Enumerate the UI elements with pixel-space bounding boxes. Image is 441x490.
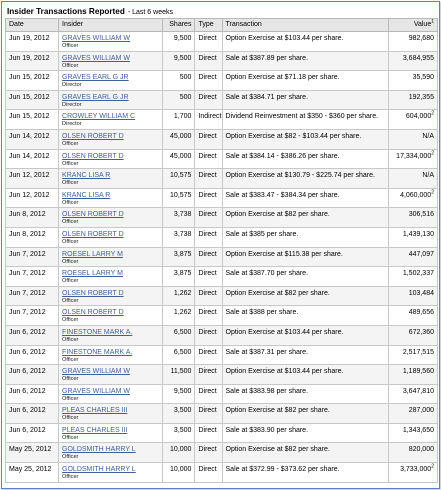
cell-value [389, 32, 438, 52]
cell-type: Direct [195, 423, 222, 443]
table-row [6, 345, 438, 365]
cell-insider [59, 247, 163, 267]
insider-name-link[interactable]: GRAVES WILLIAM W [62, 35, 130, 42]
cell-transaction [222, 404, 389, 424]
header-value-footnote: 1 [431, 18, 434, 25]
table-row [6, 169, 438, 189]
header-value-label: Value [413, 21, 432, 28]
transaction-text: Sale at $384.71 per share. [225, 93, 309, 101]
panel-title: Insider Transactions Reported [7, 7, 125, 16]
cell-transaction [222, 267, 389, 287]
insider-name-link[interactable]: OLSEN ROBERT D [62, 289, 124, 297]
value-text: 103,484 [408, 289, 434, 297]
cell-shares: 45,000 [162, 129, 194, 149]
cell-type: Direct [195, 227, 222, 247]
value-text: 820,000 [408, 446, 434, 454]
cell-shares: 10,000 [162, 443, 194, 463]
cell-insider [59, 286, 163, 306]
cell-type: Direct [195, 247, 222, 267]
cell-date: Jun 15, 2012 [6, 71, 59, 91]
insider-role: Officer [62, 434, 79, 441]
cell-value [389, 306, 438, 326]
cell-value [389, 149, 438, 169]
value-text: 1,343,650 [402, 426, 434, 434]
table-row [6, 110, 438, 130]
insider-name-link[interactable]: OLSEN ROBERT D [62, 152, 124, 160]
cell-type: Direct [195, 169, 222, 189]
cell-type: Direct [195, 463, 222, 483]
value-text: 2,517,515 [402, 348, 434, 356]
cell-shares: 1,262 [162, 286, 194, 306]
insider-name-link[interactable]: GOLDSMITH HARRY L [62, 466, 136, 474]
table-row [6, 325, 438, 345]
cell-type: Direct [195, 345, 222, 365]
header-type: Type [195, 19, 222, 32]
cell-insider [59, 365, 163, 385]
insider-role: Officer [62, 336, 79, 343]
transaction-text: Option Exercise at $103.44 per share. [225, 368, 344, 376]
transaction-text: Option Exercise at $130.79 - $225.74 per share. [225, 172, 375, 180]
insider-role: Officer [62, 454, 79, 461]
value-text: 3,684,955 [402, 54, 434, 62]
insider-name-link[interactable]: ROESEL LARRY M [62, 270, 123, 278]
value-text: N/A [422, 132, 434, 140]
table-row [6, 365, 438, 385]
insider-role: Officer [62, 258, 79, 265]
cell-transaction [222, 247, 389, 267]
value-text: 3,733,000 [400, 466, 432, 474]
cell-date: Jun 15, 2012 [6, 90, 59, 110]
insider-name-link[interactable]: FINESTONE MARK A. [62, 348, 133, 356]
cell-shares: 9,500 [162, 32, 194, 52]
cell-value [389, 404, 438, 424]
value-text: 287,000 [408, 407, 434, 415]
value-footnote: 2 [431, 150, 434, 157]
insider-name-link[interactable]: OLSEN ROBERT D [62, 230, 124, 238]
cell-insider [59, 423, 163, 443]
insider-role: Officer [62, 140, 79, 147]
insider-role: Officer [62, 62, 79, 69]
insider-role: Officer [62, 160, 79, 167]
insider-transactions-panel [1, 1, 440, 489]
insider-role: Officer [62, 297, 79, 304]
transactions-table [5, 18, 438, 483]
cell-transaction [222, 71, 389, 91]
table-row [6, 384, 438, 404]
cell-value [389, 129, 438, 149]
value-footnote: 2 [431, 189, 434, 196]
transaction-text: Sale at $387.70 per share. [225, 270, 309, 278]
cell-type: Direct [195, 404, 222, 424]
insider-name-link[interactable]: CROWLEY WILLIAM C [62, 113, 136, 121]
header-transaction: Transaction [222, 19, 389, 32]
cell-date: Jun 7, 2012 [6, 306, 59, 326]
cell-date: Jun 12, 2012 [6, 188, 59, 208]
cell-type: Direct [195, 90, 222, 110]
table-row [6, 51, 438, 71]
cell-type: Direct [195, 286, 222, 306]
insider-name-link[interactable]: OLSEN ROBERT D [62, 309, 124, 317]
cell-value [389, 169, 438, 189]
table-row [6, 129, 438, 149]
insider-role: Officer [62, 317, 79, 324]
transaction-text: Option Exercise at $82 per share. [225, 446, 330, 454]
cell-insider [59, 208, 163, 228]
cell-type: Direct [195, 384, 222, 404]
cell-shares: 9,500 [162, 384, 194, 404]
transaction-text: Sale at $385 per share. [225, 230, 299, 238]
cell-transaction [222, 227, 389, 247]
cell-transaction [222, 384, 389, 404]
cell-insider [59, 188, 163, 208]
cell-transaction [222, 51, 389, 71]
transaction-text: Sale at $383.90 per share. [225, 426, 309, 434]
cell-date: May 25, 2012 [6, 443, 59, 463]
insider-role: Officer [62, 415, 79, 422]
cell-type: Direct [195, 32, 222, 52]
insider-name-link[interactable]: FINESTONE MARK A. [62, 328, 133, 336]
cell-transaction [222, 90, 389, 110]
cell-transaction [222, 208, 389, 228]
value-text: 4,060,000 [400, 191, 432, 199]
cell-insider [59, 71, 163, 91]
cell-value [389, 90, 438, 110]
panel-subtitle: - Last 6 weeks [127, 9, 173, 16]
cell-shares: 500 [162, 90, 194, 110]
cell-date: May 25, 2012 [6, 463, 59, 483]
cell-value [389, 51, 438, 71]
cell-insider [59, 384, 163, 404]
value-text: 672,360 [408, 328, 434, 336]
cell-date: Jun 7, 2012 [6, 247, 59, 267]
cell-type: Direct [195, 443, 222, 463]
header-shares: Shares [162, 19, 194, 32]
header-insider: Insider [59, 19, 163, 32]
cell-value [389, 325, 438, 345]
cell-insider [59, 306, 163, 326]
cell-transaction [222, 325, 389, 345]
cell-date: Jun 15, 2012 [6, 110, 59, 130]
transaction-text: Sale at $372.99 - $373.62 per share. [225, 466, 340, 474]
transaction-text: Option Exercise at $103.44 per share. [225, 35, 344, 42]
cell-type: Direct [195, 71, 222, 91]
table-row [6, 306, 438, 326]
transaction-text: Option Exercise at $82 per share. [225, 289, 330, 297]
insider-role: Officer [62, 376, 79, 383]
cell-value [389, 423, 438, 443]
cell-type: Direct [195, 129, 222, 149]
cell-date: Jun 6, 2012 [6, 404, 59, 424]
insider-role: Officer [62, 219, 79, 226]
cell-insider [59, 463, 163, 483]
cell-insider [59, 32, 163, 52]
cell-date: Jun 7, 2012 [6, 267, 59, 287]
cell-insider [59, 149, 163, 169]
value-footnote: 2 [431, 463, 434, 470]
cell-transaction [222, 463, 389, 483]
cell-insider [59, 51, 163, 71]
transaction-text: Option Exercise at $115.38 per share. [225, 250, 343, 258]
insider-role: Officer [62, 180, 79, 187]
table-row [6, 404, 438, 424]
cell-insider [59, 345, 163, 365]
cell-value [389, 345, 438, 365]
insider-name-link[interactable]: PLEAS CHARLES III [62, 426, 128, 434]
cell-insider [59, 129, 163, 149]
cell-transaction [222, 129, 389, 149]
table-row [6, 32, 438, 52]
cell-shares: 3,875 [162, 247, 194, 267]
cell-shares: 10,575 [162, 169, 194, 189]
value-text: N/A [422, 172, 434, 180]
cell-insider [59, 110, 163, 130]
cell-insider [59, 325, 163, 345]
table-row [6, 247, 438, 267]
insider-role: Officer [62, 278, 79, 285]
cell-type: Direct [195, 267, 222, 287]
transaction-text: Option Exercise at $71.18 per share. [225, 74, 340, 82]
cell-shares: 500 [162, 71, 194, 91]
value-text: 35,590 [412, 74, 434, 82]
cell-shares: 3,500 [162, 423, 194, 443]
transaction-text: Sale at $384.14 - $386.26 per share. [225, 152, 340, 160]
table-body [6, 32, 438, 483]
cell-date: Jun 8, 2012 [6, 208, 59, 228]
insider-role: Officer [62, 474, 79, 481]
transaction-text: Option Exercise at $103.44 per share. [225, 328, 344, 336]
table-row [6, 71, 438, 91]
cell-type: Indirect [195, 110, 222, 130]
cell-transaction [222, 149, 389, 169]
cell-date: Jun 12, 2012 [6, 169, 59, 189]
value-text: 306,516 [408, 211, 434, 219]
table-row [6, 227, 438, 247]
insider-name-link[interactable]: GRAVES EARL G JR [62, 93, 129, 101]
cell-transaction [222, 345, 389, 365]
cell-date: Jun 19, 2012 [6, 32, 59, 52]
cell-transaction [222, 32, 389, 52]
cell-value [389, 188, 438, 208]
table-row [6, 463, 438, 483]
cell-shares: 11,500 [162, 365, 194, 385]
cell-transaction [222, 423, 389, 443]
insider-role: Director [62, 82, 82, 89]
cell-type: Direct [195, 149, 222, 169]
cell-shares: 10,575 [162, 188, 194, 208]
cell-value [389, 110, 438, 130]
cell-transaction [222, 365, 389, 385]
table-row [6, 267, 438, 287]
value-text: 982,680 [408, 35, 434, 42]
cell-shares: 1,700 [162, 110, 194, 130]
insider-name-link[interactable]: KRANC LISA R [62, 191, 111, 199]
panel-title-bar [2, 2, 439, 18]
cell-date: Jun 14, 2012 [6, 149, 59, 169]
cell-shares: 10,000 [162, 463, 194, 483]
cell-insider [59, 227, 163, 247]
value-text: 489,656 [408, 309, 434, 317]
value-text: 1,439,130 [402, 230, 434, 238]
insider-name-link[interactable]: GRAVES EARL G JR [62, 74, 129, 82]
cell-transaction [222, 169, 389, 189]
value-footnote: 2 [431, 111, 434, 118]
cell-value [389, 286, 438, 306]
table-row [6, 188, 438, 208]
value-text: 1,502,337 [402, 270, 434, 278]
cell-shares: 45,000 [162, 149, 194, 169]
insider-name-link[interactable]: PLEAS CHARLES III [62, 407, 128, 415]
cell-insider [59, 443, 163, 463]
insider-name-link[interactable]: ROESEL LARRY M [62, 250, 123, 258]
insider-role: Officer [62, 238, 79, 245]
cell-insider [59, 404, 163, 424]
insider-name-link[interactable]: GOLDSMITH HARRY L [62, 446, 136, 454]
transaction-text: Sale at $387.31 per share. [225, 348, 309, 356]
cell-shares: 9,500 [162, 51, 194, 71]
transaction-text: Option Exercise at $82 - $103.44 per share. [225, 132, 362, 140]
cell-type: Direct [195, 208, 222, 228]
table-row [6, 90, 438, 110]
cell-type: Direct [195, 365, 222, 385]
cell-type: Direct [195, 51, 222, 71]
cell-shares: 3,738 [162, 208, 194, 228]
transaction-text: Sale at $383.98 per share. [225, 387, 309, 395]
insider-role: Director [62, 121, 82, 128]
cell-shares: 3,875 [162, 267, 194, 287]
cell-date: Jun 6, 2012 [6, 384, 59, 404]
cell-value [389, 227, 438, 247]
cell-transaction [222, 286, 389, 306]
cell-shares: 1,262 [162, 306, 194, 326]
transaction-text: Option Exercise at $82 per share. [225, 211, 330, 219]
cell-insider [59, 267, 163, 287]
insider-role: Officer [62, 395, 79, 402]
cell-shares: 3,500 [162, 404, 194, 424]
cell-transaction [222, 188, 389, 208]
table-row [6, 149, 438, 169]
cell-date: Jun 6, 2012 [6, 345, 59, 365]
cell-date: Jun 19, 2012 [6, 51, 59, 71]
cell-value [389, 267, 438, 287]
value-text: 604,000 [405, 113, 432, 121]
transaction-text: Sale at $388 per share. [225, 309, 299, 317]
cell-type: Direct [195, 188, 222, 208]
insider-role: Director [62, 101, 82, 108]
insider-name-link[interactable]: GRAVES WILLIAM W [62, 387, 130, 395]
cell-value [389, 208, 438, 228]
cell-date: Jun 6, 2012 [6, 325, 59, 345]
insider-role: Officer [62, 356, 79, 363]
cell-transaction [222, 443, 389, 463]
cell-insider [59, 169, 163, 189]
insider-name-link[interactable]: GRAVES WILLIAM W [62, 54, 130, 62]
value-text: 17,334,000 [396, 152, 432, 160]
cell-date: Jun 7, 2012 [6, 286, 59, 306]
value-text: 192,355 [408, 93, 434, 101]
transaction-text: Sale at $387.89 per share. [225, 54, 309, 62]
insider-role: Officer [62, 43, 79, 49]
transaction-text: Option Exercise at $82 per share. [225, 407, 330, 415]
value-text: 447,097 [408, 250, 434, 258]
cell-transaction [222, 110, 389, 130]
cell-transaction [222, 306, 389, 326]
table-row [6, 423, 438, 443]
cell-shares: 6,500 [162, 345, 194, 365]
insider-role: Officer [62, 199, 79, 206]
table-row [6, 286, 438, 306]
insider-name-link[interactable]: OLSEN ROBERT D [62, 132, 124, 140]
cell-value [389, 71, 438, 91]
cell-insider [59, 90, 163, 110]
header-value [389, 19, 438, 32]
cell-value [389, 247, 438, 267]
insider-name-link[interactable]: KRANC LISA R [62, 172, 111, 180]
cell-value [389, 463, 438, 483]
cell-type: Direct [195, 306, 222, 326]
cell-date: Jun 6, 2012 [6, 365, 59, 385]
cell-shares: 3,738 [162, 227, 194, 247]
cell-shares: 6,500 [162, 325, 194, 345]
cell-date: Jun 14, 2012 [6, 129, 59, 149]
header-date: Date [6, 19, 59, 32]
transaction-text: Sale at $383.47 - $384.34 per share. [225, 191, 340, 199]
cell-value [389, 365, 438, 385]
value-text: 3,647,810 [402, 387, 434, 395]
cell-type: Direct [195, 325, 222, 345]
table-row [6, 443, 438, 463]
insider-name-link[interactable]: GRAVES WILLIAM W [62, 368, 130, 376]
cell-date: Jun 6, 2012 [6, 423, 59, 443]
value-text: 1,189,560 [402, 368, 434, 376]
transaction-text: Dividend Reinvestment at $350 - $360 per share. [225, 113, 379, 121]
table-header-row [6, 19, 438, 32]
table-row [6, 208, 438, 228]
insider-name-link[interactable]: OLSEN ROBERT D [62, 211, 124, 219]
cell-value [389, 384, 438, 404]
cell-value [389, 443, 438, 463]
cell-date: Jun 8, 2012 [6, 227, 59, 247]
